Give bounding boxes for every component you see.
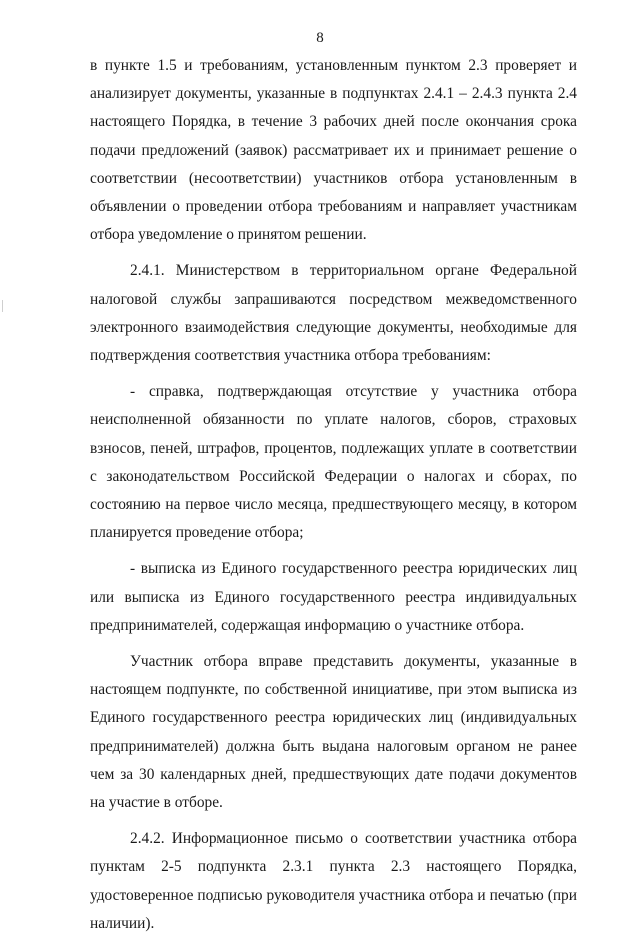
- paragraph-2-4-2: 2.4.2. Информационное письмо о соответствии участника отбора пунктам 2-5 подпункта 2.3.1 пункта 2.3 настоящего Порядка, удостоверенное подписью руководителя участника отбора и печатью (при наличии).: [90, 830, 577, 932]
- list-item-tax-certificate: - справка, подтверждающая отсутствие у участника отбора неисполненной обязанности по уплате налогов, сборов, страховых взносов, пеней, штрафов, процентов, подлежащих уплате в соответствии с законодательством Российской Федерации о налогах и сборах, по состоянию на первое число месяца, предшествующего месяцу, в котором планируется проведение отбора;: [90, 383, 577, 542]
- paragraph-continuation: в пункте 1.5 и требованиям, установленным пунктом 2.3 проверяет и анализирует документы, указанные в подпунктах 2.4.1 – 2.4.3 пункта 2.4 настоящего Порядка, в течение 3 рабочих дней после окончания срока подачи предложений (заявок) рассматривает их и принимает решение о соответствии (несоответствии) участников отбора установленным в объявлении о проведении отбора требованиям и направляет участникам отбора уведомление о принятом решении.: [90, 57, 577, 244]
- paragraph-2-4-1: 2.4.1. Министерством в территориальном органе Федеральной налоговой службы запрашиваются посредством межведомственного электронного взаимодействия следующие документы, необходимые для подтверждения соответствия участника отбора требованиям:: [90, 262, 577, 365]
- paragraph-participant-right: Участник отбора вправе представить документы, указанные в настоящем подпункте, по собственной инициативе, при этом выписка из Единого государственного реестра юридических лиц (индивидуальных предпринимателей) должна быть выдана налоговым органом не ранее чем за 30 календарных дней, предшествующих дате подачи документов на участие в отборе.: [90, 653, 577, 812]
- document-body: [90, 52, 577, 938]
- scan-margin-mark: [2, 300, 3, 312]
- list-item-registry-extract: - выписка из Единого государственного реестра юридических лиц или выписка из Единого государственного реестра индивидуальных предпринимателей, содержащая информацию о участнике отбора.: [90, 560, 577, 634]
- page-number: 8: [316, 30, 324, 46]
